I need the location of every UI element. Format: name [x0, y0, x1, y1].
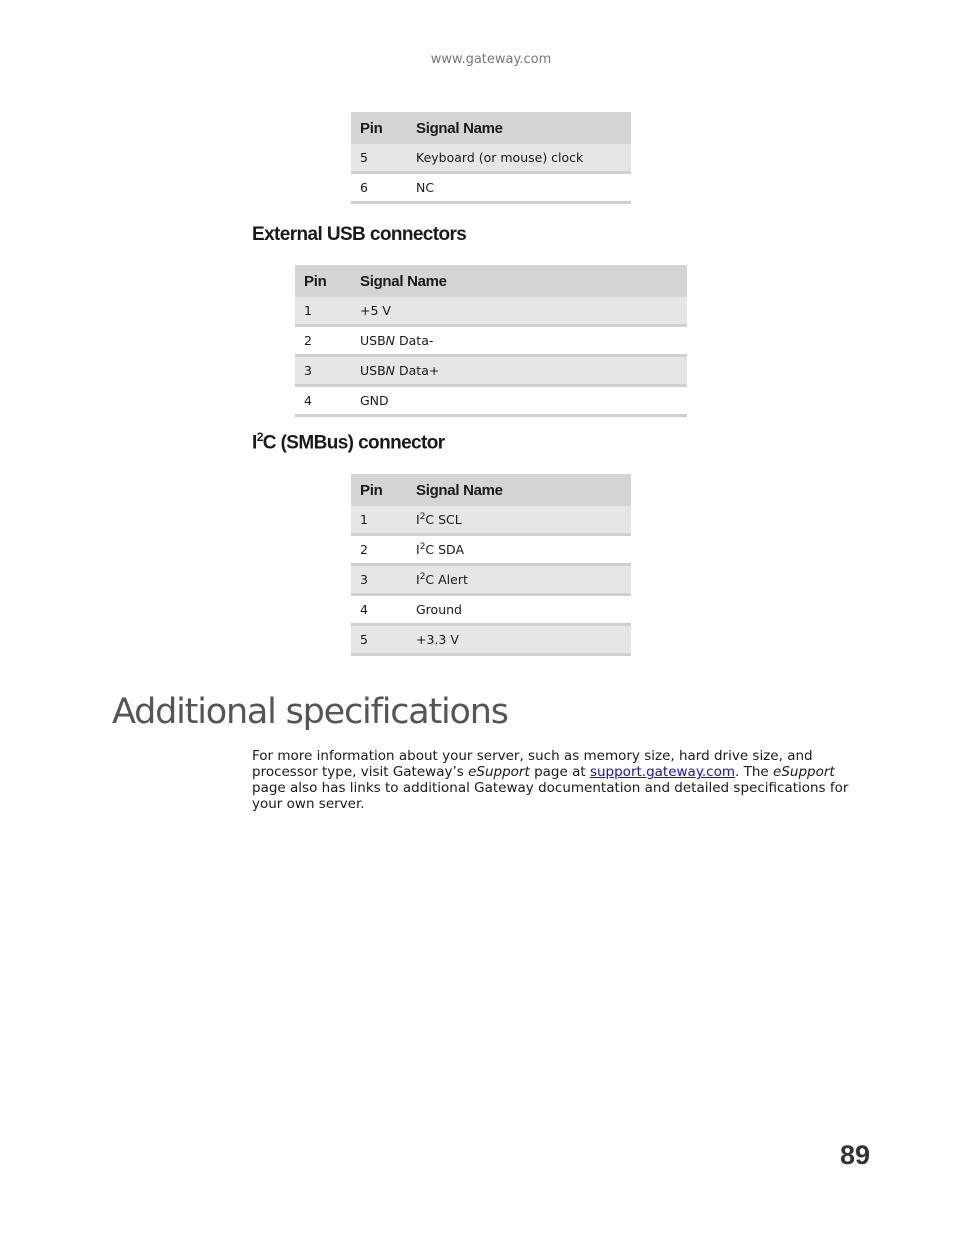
signal-cell — [407, 535, 631, 565]
i2c-section-heading — [252, 430, 445, 454]
signal-column-header: Signal Name — [351, 265, 687, 297]
signal-rest: C Alert — [425, 572, 468, 588]
table-row — [351, 144, 631, 173]
table-row — [295, 297, 687, 326]
table-row — [351, 595, 631, 625]
page-number: 89 — [839, 1140, 870, 1170]
heading-i: I — [252, 432, 257, 454]
signal-cell: +3.3 V — [407, 625, 631, 655]
pin-column-header: Pin — [351, 474, 407, 506]
para-text: page also has links to additional Gateway documentation and detailed specifications for your own server. — [252, 780, 849, 812]
esupport-emphasis: eSupport — [773, 764, 835, 780]
signal-prefix: USB — [360, 363, 386, 378]
pin-column-header: Pin — [351, 112, 407, 144]
usb-pin-table — [295, 265, 687, 417]
signal-prefix: USB — [360, 333, 386, 348]
signal-suffix: Data+ — [395, 363, 440, 378]
heading-superscript: 2 — [256, 430, 263, 444]
pin-cell: 5 — [351, 625, 407, 655]
pin-cell: 3 — [351, 565, 407, 595]
pin-cell: 3 — [295, 356, 351, 386]
signal-cell — [351, 326, 687, 356]
signal-superscript: 2 — [419, 511, 426, 522]
signal-i: I — [416, 572, 420, 588]
table-row — [351, 173, 631, 203]
table-row — [295, 386, 687, 416]
para-text: page at — [529, 764, 590, 780]
heading-rest: C (SMBus) connector — [262, 432, 445, 454]
table-header-row — [351, 112, 631, 144]
ps2-pin-table — [351, 112, 631, 204]
signal-cell: +5 V — [351, 297, 687, 326]
signal-cell — [351, 356, 687, 386]
signal-suffix: Data- — [395, 333, 434, 348]
pin-column-header: Pin — [295, 265, 351, 297]
signal-i: I — [416, 542, 420, 558]
esupport-emphasis: eSupport — [468, 764, 530, 780]
pin-cell: 6 — [351, 173, 407, 203]
signal-rest: C SDA — [425, 542, 465, 558]
i2c-pin-table — [351, 474, 631, 656]
pin-cell: 4 — [351, 595, 407, 625]
table-row — [351, 565, 631, 595]
usb-section-heading: External USB connectors — [252, 224, 467, 245]
pin-cell: 1 — [351, 506, 407, 535]
signal-cell: NC — [407, 173, 631, 203]
table-row — [295, 326, 687, 356]
pin-cell: 2 — [351, 535, 407, 565]
table-row — [351, 506, 631, 535]
signal-column-header: Signal Name — [407, 112, 631, 144]
table-row — [351, 625, 631, 655]
port-number-variable: N — [385, 333, 396, 348]
section-title: Additional specifications — [112, 692, 508, 732]
table-row — [295, 356, 687, 386]
signal-cell: Ground — [407, 595, 631, 625]
site-url: www.gateway.com — [430, 52, 552, 67]
signal-rest: C SCL — [425, 512, 462, 528]
table-header-row — [351, 474, 631, 506]
table-header-row — [295, 265, 687, 297]
signal-cell: GND — [351, 386, 687, 416]
port-number-variable: N — [385, 363, 396, 378]
para-text: . The — [735, 764, 774, 780]
signal-cell — [407, 506, 631, 535]
support-link[interactable]: support.gateway.com — [589, 764, 736, 780]
signal-superscript: 2 — [419, 571, 426, 582]
signal-column-header: Signal Name — [407, 474, 631, 506]
para-text: For more information about your server, such as memory size, hard drive size, and processor type, visit Gateway’s — [252, 748, 813, 780]
signal-i: I — [416, 512, 420, 528]
signal-cell — [407, 565, 631, 595]
pin-cell: 1 — [295, 297, 351, 326]
table-row — [351, 535, 631, 565]
signal-superscript: 2 — [419, 541, 426, 552]
pin-cell: 5 — [351, 144, 407, 173]
pin-cell: 2 — [295, 326, 351, 356]
pin-cell: 4 — [295, 386, 351, 416]
body-paragraph — [252, 748, 872, 812]
signal-cell: Keyboard (or mouse) clock — [407, 144, 631, 173]
